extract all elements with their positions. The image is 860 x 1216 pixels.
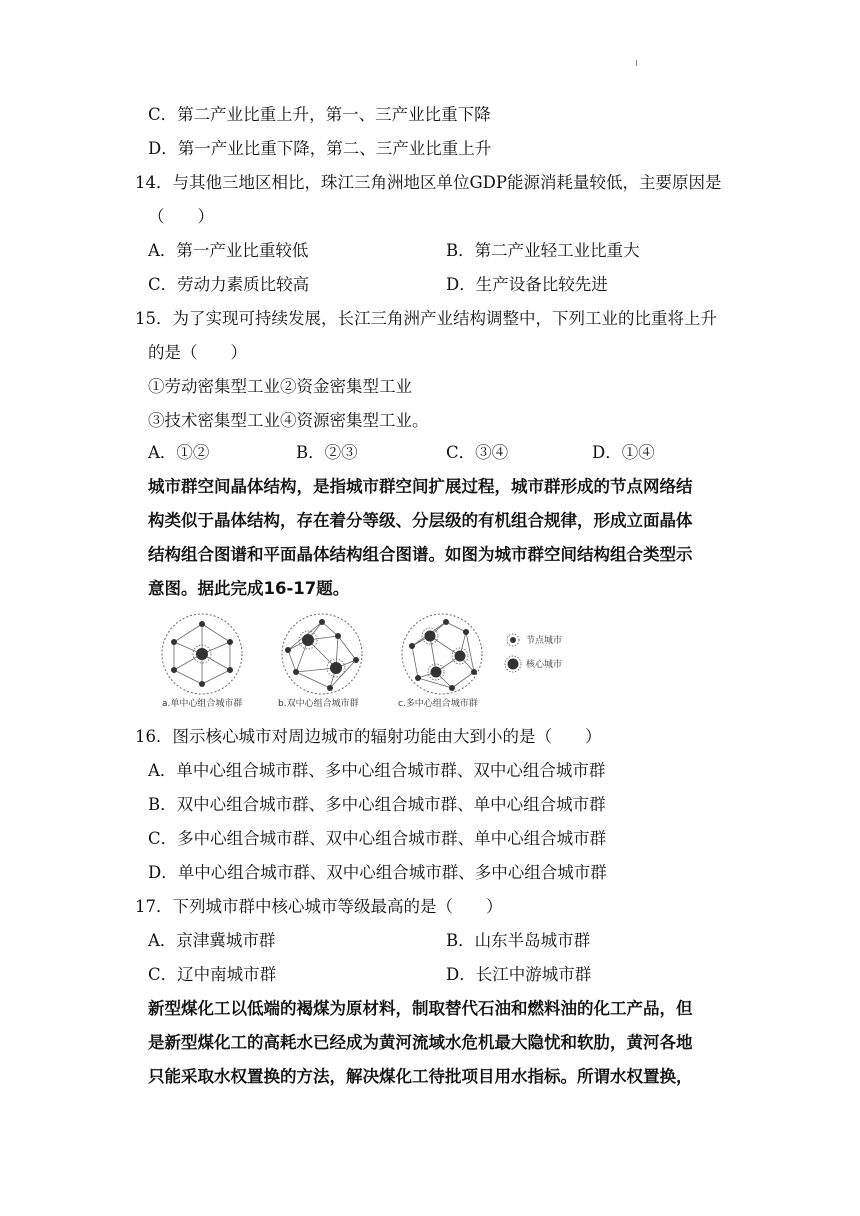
q15-items-2: ③技术密集型工业④资源密集型工业。 [148, 411, 429, 430]
q14-option-b: B．第二产业轻工业比重大 [446, 241, 640, 260]
q17-stem: 17．下列城市群中核心城市等级最高的是（ ） [135, 897, 503, 916]
caption-c: c.多中心组合城市群 [398, 699, 478, 709]
q14-blank: （ ） [148, 207, 214, 226]
passage1-line2: 构类似于晶体结构，存在着分等级、分层级的有机组合规律，形成立面晶体 [148, 511, 693, 530]
caption-a: a.单中心组合城市群 [162, 699, 243, 709]
q16-option-c: C．多中心组合城市群、双中心组合城市群、单中心组合城市群 [148, 829, 607, 848]
q15-option-d: D．①④ [592, 443, 655, 462]
q15-items-1: ①劳动密集型工业②资金密集型工业 [148, 377, 412, 396]
q17-option-a: A．京津冀城市群 [148, 931, 276, 950]
passage2-line1: 新型煤化工以低端的褐煤为原材料，制取替代石油和燃料油的化工产品，但 [148, 999, 693, 1018]
passage1-line4: 意图。据此完成16-17题。 [148, 579, 350, 598]
diagram-single-center [162, 614, 242, 694]
passage2-line3: 只能采取水权置换的方法，解决煤化工待批项目用水指标。所谓水权置换， [148, 1067, 693, 1086]
diagram-multi-center [402, 614, 482, 694]
q14-stem: 14．与其他三地区相比，珠江三角洲地区单位GDP能源消耗量较低，主要原因是 [135, 173, 722, 192]
q16-option-b: B．双中心组合城市群、多中心组合城市群、单中心组合城市群 [148, 795, 606, 814]
q15-stem: 15．为了实现可持续发展，长江三角洲产业结构调整中，下列工业的比重将上升 [135, 309, 717, 328]
legend-node-label: 节点城市 [526, 636, 563, 646]
passage1-line3: 结构组合图谱和平面晶体结构组合图谱。如图为城市群空间结构组合类型示 [148, 545, 693, 564]
q15-option-c: C．③④ [446, 443, 509, 462]
q14-option-d: D．生产设备比较先进 [446, 275, 608, 294]
diagram-double-center [282, 614, 362, 694]
q17-option-d: D．长江中游城市群 [446, 965, 592, 984]
q15-option-a: A．①② [148, 443, 210, 462]
q15-stem-cont: 的是（ ） [148, 343, 247, 362]
legend-core-label: 核心城市 [526, 660, 563, 670]
q13-option-c: C．第二产业比重上升，第一、三产业比重下降 [148, 105, 491, 124]
q17-option-b: B．山东半岛城市群 [446, 931, 591, 950]
q14-option-c: C．劳动力素质比较高 [148, 275, 310, 294]
page-mark [636, 60, 637, 66]
city-cluster-figure [160, 612, 600, 710]
passage2-line2: 是新型煤化工的高耗水已经成为黄河流域水危机最大隐忧和软肋，黄河各地 [148, 1033, 693, 1052]
q16-option-d: D．单中心组合城市群、双中心组合城市群、多中心组合城市群 [148, 863, 607, 882]
passage1-line1: 城市群空间晶体结构，是指城市群空间扩展过程，城市群形成的节点网络结 [148, 477, 693, 496]
q14-option-a: A．第一产业比重较低 [148, 241, 309, 260]
q17-option-c: C．辽中南城市群 [148, 965, 277, 984]
legend [505, 634, 562, 672]
q16-stem: 16．图示核心城市对周边城市的辐射功能由大到小的是（ ） [135, 727, 602, 746]
q16-option-a: A．单中心组合城市群、多中心组合城市群、双中心组合城市群 [148, 761, 606, 780]
caption-b: b.双中心组合城市群 [278, 699, 359, 709]
q15-option-b: B．②③ [296, 443, 358, 462]
q13-option-d: D．第一产业比重下降，第二、三产业比重上升 [148, 139, 492, 158]
